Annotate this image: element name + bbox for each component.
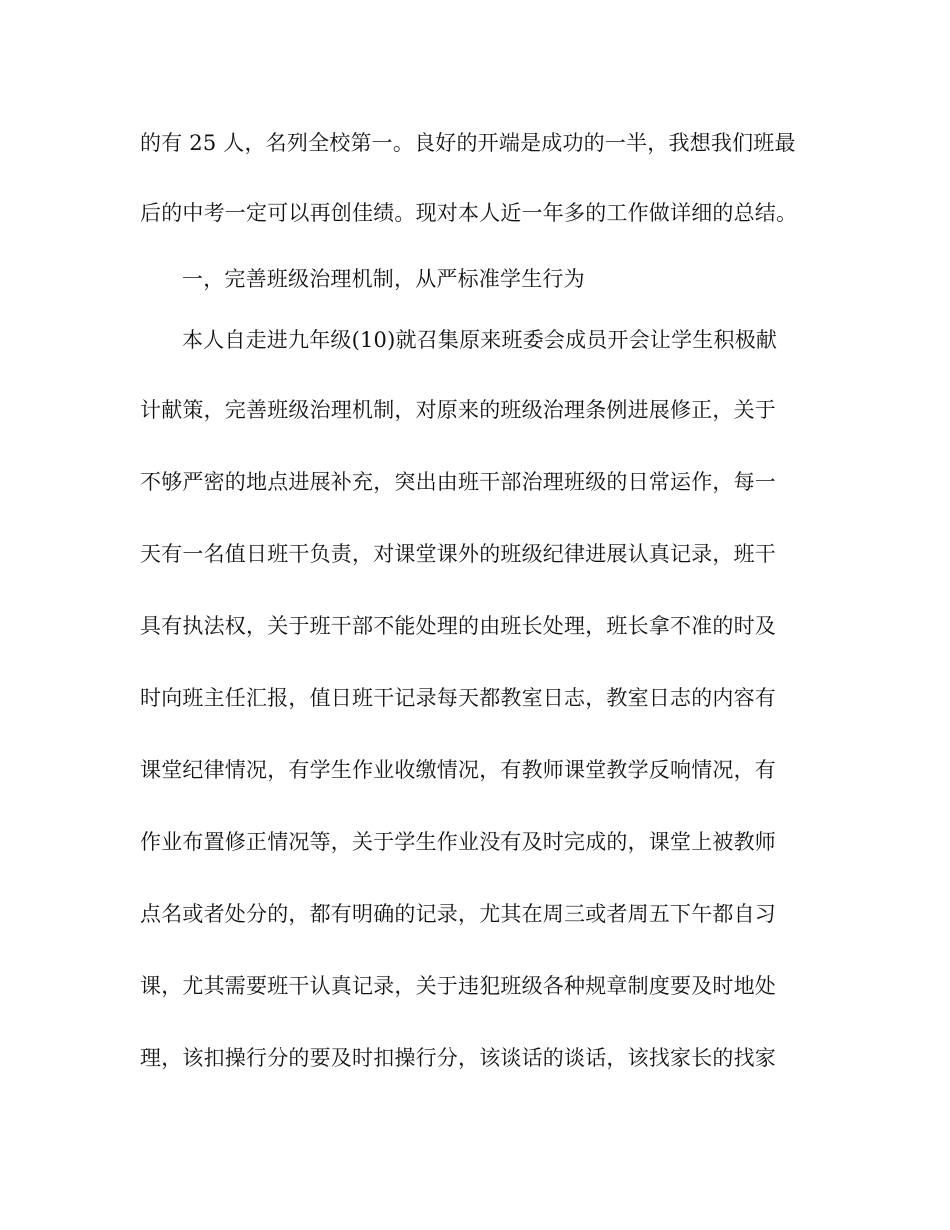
text-line: 理，该扣操行分的要及时扣操行分，该谈话的谈话，该找家长的找家 [140,1046,776,1070]
text-line: 天有一名值日班干负责，对课堂课外的班级纪律进展认真记录，班干 [140,542,776,566]
text-line: 点名或者处分的，都有明确的记录，尤其在周三或者周五下午都自习 [140,902,776,926]
text-line: 本人自走进九年级(10)就召集原来班委会成员开会让学生积极献 [182,328,778,352]
text-line: 的有 25 人，名列全校第一。良好的开端是成功的一半，我想我们班最 [140,131,796,155]
text-line: 课，尤其需要班干认真记录，关于违犯班级各种规章制度要及时地处 [140,974,776,998]
section-heading: 一，完善班级治理机制，从严标准学生行为 [182,267,585,291]
text-line: 计献策，完善班级治理机制，对原来的班级治理条例进展修正，关于 [140,398,776,422]
text-line: 后的中考一定可以再创佳绩。现对本人近一年多的工作做详细的总结。 [140,201,798,225]
text-line: 作业布置修正情况等，关于学生作业没有及时完成的，课堂上被教师 [140,830,776,854]
text-line: 具有执法权，关于班干部不能处理的由班长处理，班长拿不准的时及 [140,614,776,638]
text-line: 不够严密的地点进展补充，突出由班干部治理班级的日常运作，每一 [140,470,776,494]
text-line: 课堂纪律情况，有学生作业收缴情况，有教师课堂教学反响情况，有 [140,758,776,782]
text-line: 时向班主任汇报，值日班干记录每天都教室日志，教室日志的内容有 [140,686,776,710]
